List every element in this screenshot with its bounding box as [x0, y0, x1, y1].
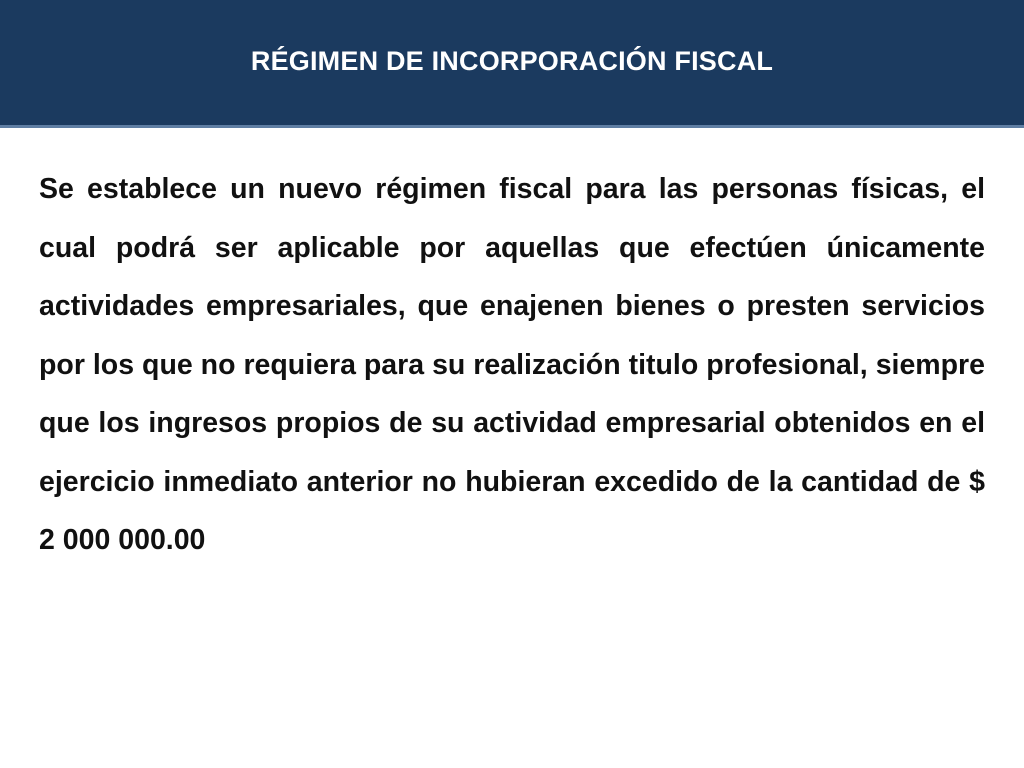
body-paragraph: Se establece un nuevo régimen fiscal para las personas físicas, el cual podrá ser aplicable por aquellas que efectúen únicamente actividades empresariales, que enajenen bienes o presten servicios por los que no requiera para su realización titulo profesional, siempre que los ingresos propios de su actividad empresarial obtenidos en el ejercicio inmediato anterior no hubieran excedido de la cantidad de $ 2 000 000.00: [39, 173, 985, 556]
slide-title: RÉGIMEN DE INCORPORACIÓN FISCAL: [250, 46, 774, 76]
title-bar: [0, 0, 1024, 128]
